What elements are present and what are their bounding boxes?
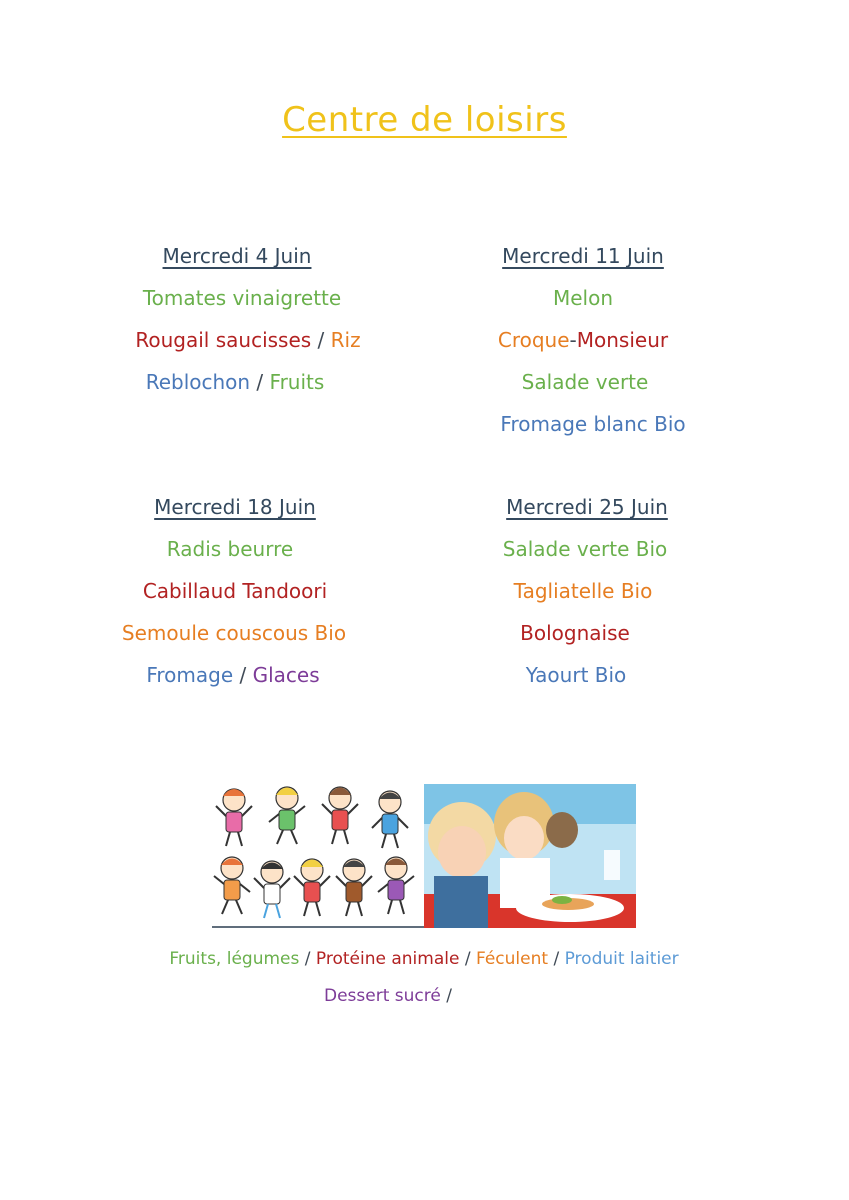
menu-line [526, 663, 627, 687]
dish-name: Monsieur [576, 328, 669, 352]
menu-line [167, 537, 293, 561]
legend-line1 [169, 949, 678, 969]
dish-name: Fromage [146, 663, 234, 687]
separator: / [459, 949, 476, 969]
legend-item: Féculent [475, 949, 549, 969]
separator: / [250, 370, 270, 394]
dish-name: Semoule couscous Bio [121, 621, 347, 645]
menu-line [498, 328, 668, 352]
legend-item: Protéine animale [315, 949, 460, 969]
menu-line [553, 286, 613, 310]
dish-name: Melon [552, 286, 614, 310]
menu-line [522, 370, 649, 394]
dish-name: Fromage blanc Bio [500, 412, 686, 436]
separator: / [311, 328, 331, 352]
dish-name: Salade verte [521, 370, 649, 394]
dish-name: Riz [330, 328, 361, 352]
separator: / [233, 663, 253, 687]
dish-name: Bolognaise [520, 621, 630, 645]
dish-name: Reblochon [145, 370, 251, 394]
day-heading: Mercredi 11 Juin [502, 244, 664, 268]
dish-name: Tagliatelle Bio [513, 579, 653, 603]
menu-line [146, 370, 325, 394]
menu-line [500, 412, 685, 436]
children-illustration [212, 784, 636, 928]
menu-line [520, 621, 630, 645]
dish-name: Salade verte Bio [502, 537, 668, 561]
menu-line [143, 286, 341, 310]
separator: - [569, 328, 577, 352]
dish-name: Glaces [252, 663, 320, 687]
separator: / [548, 949, 565, 969]
day-heading: Mercredi 18 Juin [154, 495, 316, 519]
dish-name: Rougail saucisses [135, 328, 312, 352]
menu-line [143, 579, 327, 603]
dish-name: Cabillaud Tandoori [142, 579, 328, 603]
separator: / [299, 949, 316, 969]
menu-line [122, 621, 346, 645]
dish-name: Tomates vinaigrette [142, 286, 342, 310]
legend-line2 [324, 986, 452, 1006]
day-heading: Mercredi 25 Juin [506, 495, 668, 519]
dish-name: Yaourt Bio [525, 663, 627, 687]
menu-line [514, 579, 653, 603]
page-title: Centre de loisirs [282, 100, 567, 140]
dish-name: Fruits [269, 370, 325, 394]
menu-line [146, 663, 319, 687]
dish-name: Radis beurre [166, 537, 294, 561]
legend-item: Fruits, légumes [169, 949, 300, 969]
children-eating-photo [424, 784, 636, 928]
legend-item: Dessert sucré [324, 986, 441, 1006]
day-heading: Mercredi 4 Juin [162, 244, 312, 268]
legend-item: Produit laitier [564, 949, 679, 969]
dish-name: Croque [497, 328, 570, 352]
menu-line [135, 328, 360, 352]
menu-line [503, 537, 668, 561]
separator: / [440, 986, 452, 1006]
